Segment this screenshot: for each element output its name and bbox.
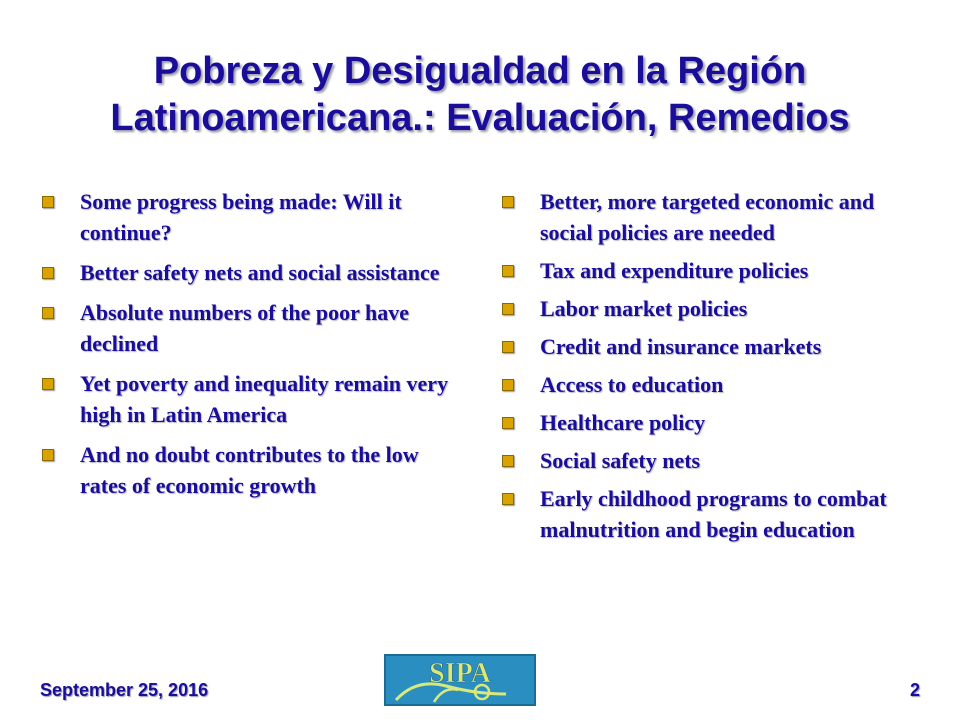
list-item-text: And no doubt contributes to the low rates of economic growth: [80, 442, 419, 498]
square-bullet-icon: [42, 196, 54, 208]
square-bullet-icon: [502, 379, 514, 391]
list-item-text: Credit and insurance markets: [540, 334, 822, 359]
right-bullet-list: [500, 186, 920, 552]
square-bullet-icon: [502, 417, 514, 429]
list-item: [500, 293, 920, 324]
list-item: [500, 483, 920, 545]
page-number: 2: [909, 680, 920, 700]
left-bullet-list: [40, 186, 470, 510]
footer-date: September 25, 2016: [40, 680, 209, 700]
list-item-text: Healthcare policy: [540, 410, 706, 435]
square-bullet-icon: [42, 267, 54, 279]
list-item-text: Social safety nets: [540, 448, 701, 473]
sipa-logo: [384, 654, 536, 706]
sipa-logo-graphic: [386, 656, 534, 704]
list-item-text: Tax and expenditure policies: [540, 258, 809, 283]
list-item: [500, 407, 920, 438]
list-item-text: Absolute numbers of the poor have declined: [80, 300, 410, 356]
list-item: [40, 257, 470, 288]
square-bullet-icon: [502, 493, 514, 505]
list-item-text: Early childhood programs to combat malnutrition and begin education: [540, 486, 887, 542]
list-item-text: Better, more targeted economic and social policies are needed: [540, 189, 875, 245]
list-item: [40, 186, 470, 248]
list-item-text: Labor market policies: [540, 296, 748, 321]
square-bullet-icon: [42, 378, 54, 390]
list-item-text: Access to education: [540, 372, 724, 397]
list-item: [500, 331, 920, 362]
list-item: [40, 368, 470, 430]
sipa-logo-text: SIPA: [429, 658, 491, 689]
list-item-text: Some progress being made: Will it continue?: [80, 189, 402, 245]
square-bullet-icon: [42, 307, 54, 319]
list-item: [500, 186, 920, 248]
square-bullet-icon: [502, 196, 514, 208]
square-bullet-icon: [502, 341, 514, 353]
square-bullet-icon: [502, 265, 514, 277]
list-item: [500, 255, 920, 286]
list-item: [500, 445, 920, 476]
list-item: [40, 297, 470, 359]
slide-title: Pobreza y Desigualdad en la Región Latinoamericana.: Evaluación, Remedios: [110, 50, 850, 139]
square-bullet-icon: [502, 303, 514, 315]
square-bullet-icon: [502, 455, 514, 467]
square-bullet-icon: [42, 449, 54, 461]
list-item: [40, 439, 470, 501]
list-item-text: Better safety nets and social assistance: [80, 260, 440, 285]
list-item-text: Yet poverty and inequality remain very high in Latin America: [80, 371, 449, 427]
list-item: [500, 369, 920, 400]
